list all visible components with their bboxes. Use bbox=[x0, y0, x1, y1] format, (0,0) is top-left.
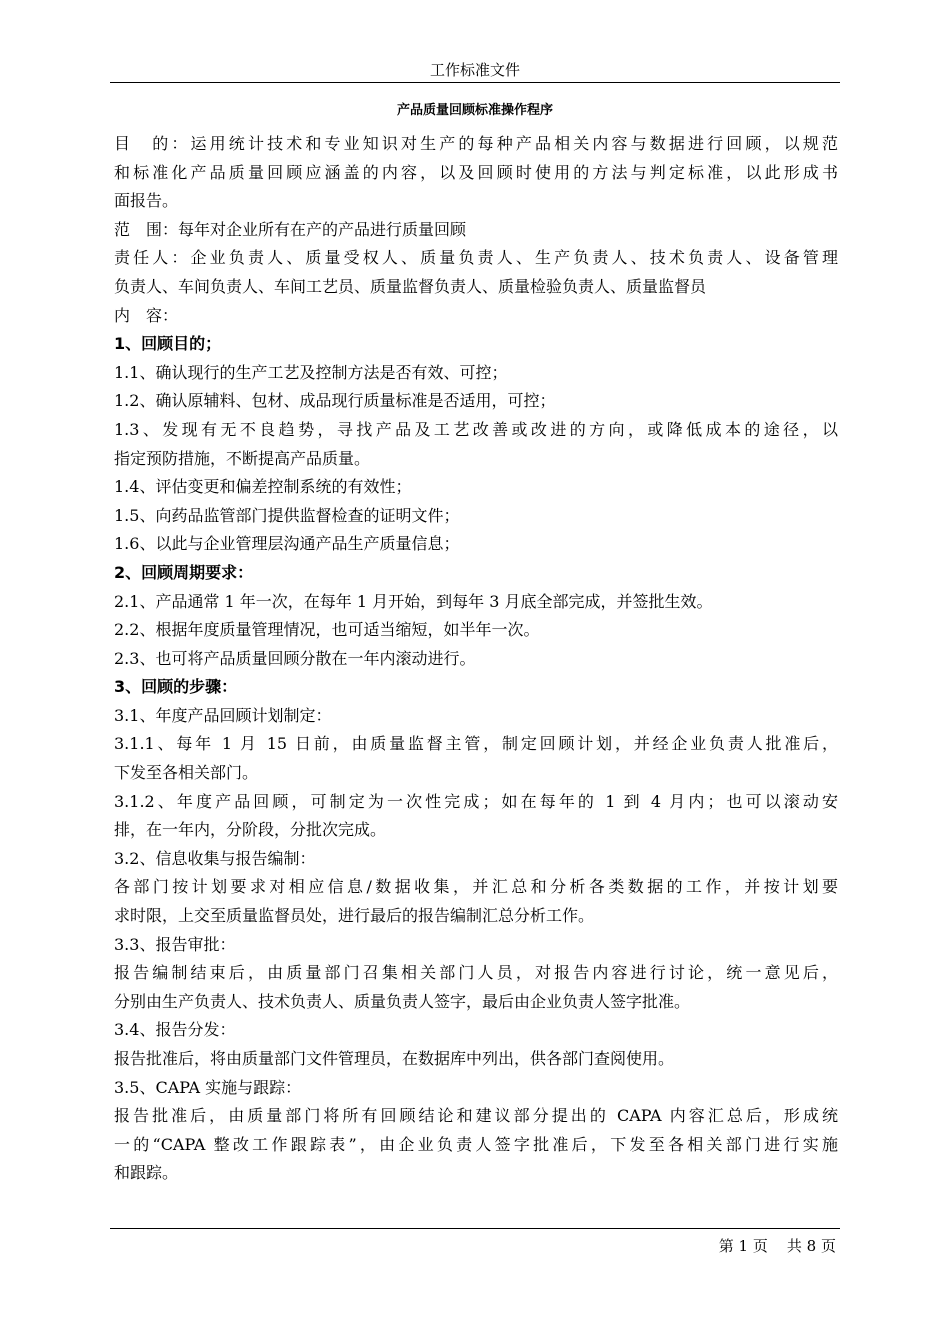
body-line: 下发至各相关部门。 bbox=[114, 763, 259, 783]
body-line: 一的“CAPA 整改工作跟踪表”，由企业负责人签字批准后，下发至各相关部门进行实施 bbox=[114, 1134, 838, 1154]
body-line: 3.5、CAPA 实施与跟踪： bbox=[114, 1077, 302, 1097]
body-line: 和跟踪。 bbox=[114, 1163, 179, 1183]
body-line: 各部门按计划要求对相应信息/数据收集，并汇总和分析各类数据的工作，并按计划要 bbox=[114, 877, 838, 897]
body-line: 3.2、信息收集与报告编制： bbox=[114, 848, 316, 868]
body-line: 目 的：运用统计技术和专业知识对生产的每种产品相关内容与数据进行回顾，以规范 bbox=[114, 134, 838, 153]
body-line: 1.2、确认原辅料、包材、成品现行质量标准是否适用，可控； bbox=[114, 391, 556, 411]
body-line: 求时限，上交至质量监督员处，进行最后的报告编制汇总分析工作。 bbox=[114, 906, 595, 926]
body-line: 范 围：每年对企业所有在产的产品进行质量回顾 bbox=[114, 219, 467, 239]
body-line: 1.4、评估变更和偏差控制系统的有效性； bbox=[114, 477, 412, 497]
page-number: 第 1 页 共 8 页 bbox=[718, 1237, 836, 1255]
header-divider bbox=[110, 82, 840, 83]
body-line: 3.1、年度产品回顾计划制定： bbox=[114, 705, 332, 725]
body-line: 1.1、确认现行的生产工艺及控制方法是否有效、可控； bbox=[114, 362, 508, 382]
body-line: 报告编制结束后，由质量部门召集相关部门人员，对报告内容进行讨论，统一意见后， bbox=[114, 963, 838, 983]
body-line: 2.2、根据年度质量管理情况，也可适当缩短，如半年一次。 bbox=[114, 620, 540, 640]
body-line: 责任人：企业负责人、质量受权人、质量负责人、生产负责人、技术负责人、设备管理 bbox=[114, 248, 838, 268]
body-line: 3.1.1、每年 1 月 15 日前，由质量监督主管，制定回顾计划，并经企业负责人批准后， bbox=[114, 734, 838, 754]
body-line: 内 容： bbox=[114, 305, 179, 325]
section-heading: 2、回顾周期要求： bbox=[114, 562, 254, 582]
body-line: 2.1、产品通常 1 年一次，在每年 1 月开始，到每年 3 月底全部完成，并签批生效。 bbox=[114, 591, 713, 611]
body-line: 3.1.2、年度产品回顾，可制定为一次性完成；如在每年的 1 到 4 月内；也可以滚动安 bbox=[114, 791, 838, 811]
body-line: 指定预防措施，不断提高产品质量。 bbox=[114, 448, 371, 468]
body-line: 面报告。 bbox=[114, 191, 179, 211]
footer-divider bbox=[110, 1228, 840, 1229]
body-line: 1.3、发现有无不良趋势，寻找产品及工艺改善或改进的方向，或降低成本的途径，以 bbox=[114, 419, 838, 439]
body-line: 3.4、报告分发： bbox=[114, 1020, 236, 1040]
page-header-title: 工作标准文件 bbox=[429, 61, 520, 79]
section-heading: 1、回顾目的； bbox=[114, 334, 222, 354]
body-line: 1.6、以此与企业管理层沟通产品生产质量信息； bbox=[114, 534, 460, 554]
body-line: 3.3、报告审批： bbox=[114, 934, 236, 954]
body-line: 排，在一年内，分阶段，分批次完成。 bbox=[114, 820, 387, 840]
body-line: 分别由生产负责人、技术负责人、质量负责人签字，最后由企业负责人签字批准。 bbox=[114, 991, 691, 1011]
body-line: 报告批准后，将由质量部门文件管理员，在数据库中列出，供各部门查阅使用。 bbox=[114, 1049, 675, 1068]
body-line: 负责人、车间负责人、车间工艺员、质量监督负责人、质量检验负责人、质量监督员 bbox=[114, 276, 707, 296]
body-line: 2.3、也可将产品质量回顾分散在一年内滚动进行。 bbox=[114, 648, 476, 668]
document-title: 产品质量回顾标准操作程序 bbox=[396, 103, 553, 118]
document-body bbox=[114, 130, 838, 1188]
body-line: 报告批准后，由质量部门将所有回顾结论和建议部分提出的 CAPA 内容汇总后，形成统 bbox=[114, 1106, 838, 1126]
body-line: 1.5、向药品监管部门提供监督检查的证明文件； bbox=[114, 505, 460, 525]
body-line: 和标准化产品质量回顾应涵盖的内容，以及回顾时使用的方法与判定标准，以此形成书 bbox=[114, 162, 838, 182]
section-heading: 3、回顾的步骤： bbox=[114, 677, 238, 697]
